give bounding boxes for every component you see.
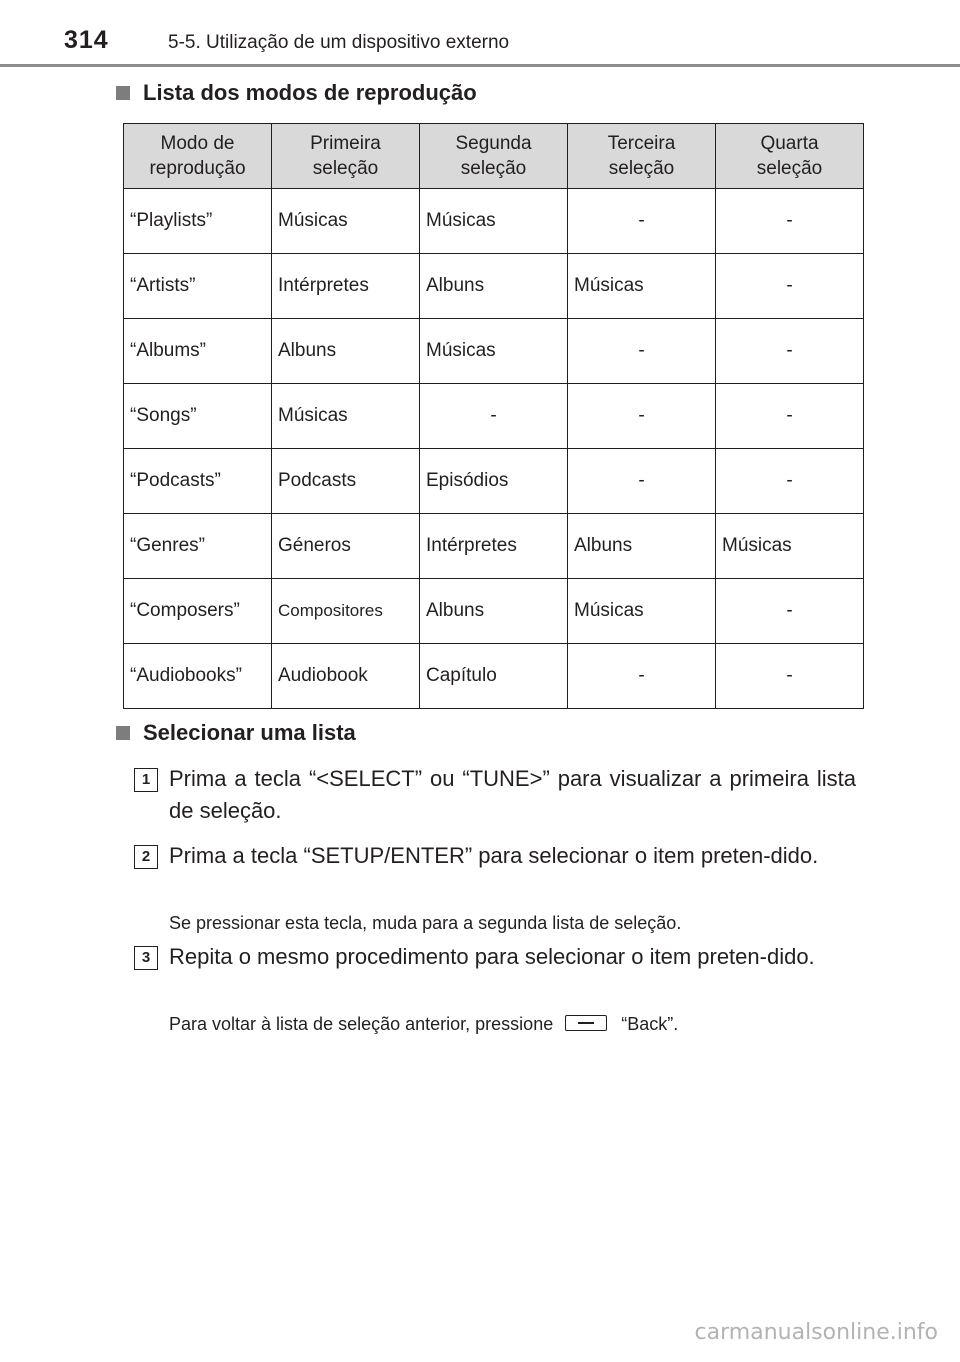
table-cell: - xyxy=(716,384,864,449)
table-cell: Músicas xyxy=(568,254,716,319)
table-cell: “Songs” xyxy=(124,384,272,449)
table-cell: “Genres” xyxy=(124,514,272,579)
table-cell: “Composers” xyxy=(124,579,272,644)
column-header: Modo de reprodução xyxy=(124,124,272,189)
table-cell: “Artists” xyxy=(124,254,272,319)
back-key-icon xyxy=(565,1015,607,1031)
table-cell: Músicas xyxy=(272,384,420,449)
table-row xyxy=(124,319,864,384)
column-header: Primeira seleção xyxy=(272,124,420,189)
table-cell: Albuns xyxy=(568,514,716,579)
table-cell: Albuns xyxy=(420,579,568,644)
step-text: Repita o mesmo procedimento para selecionar o item preten-dido. xyxy=(169,944,815,969)
table-row xyxy=(124,579,864,644)
table-cell: Podcasts xyxy=(272,449,420,514)
table-cell: Músicas xyxy=(272,189,420,254)
table-row xyxy=(124,449,864,514)
table-header-row xyxy=(124,124,864,189)
table-cell: Audiobook xyxy=(272,644,420,709)
table-cell: - xyxy=(568,319,716,384)
table-row xyxy=(124,644,864,709)
table-cell: “Podcasts” xyxy=(124,449,272,514)
table-cell: “Albums” xyxy=(124,319,272,384)
note-text: Para voltar à lista de seleção anterior, pressione xyxy=(169,1014,554,1034)
step-text: Prima a tecla “<SELECT” ou “TUNE>” para visualizar a primeira lista de seleção. xyxy=(169,766,856,823)
table-cell: - xyxy=(568,449,716,514)
table-cell: Músicas xyxy=(420,189,568,254)
table-cell: - xyxy=(716,644,864,709)
table-cell: Episódios xyxy=(420,449,568,514)
step-number-badge: 1 xyxy=(134,768,158,792)
playback-modes-table xyxy=(123,123,864,709)
step-note xyxy=(169,1012,678,1036)
table-cell: Albuns xyxy=(272,319,420,384)
column-header: Quarta seleção xyxy=(716,124,864,189)
page-number: 314 xyxy=(64,26,109,54)
square-bullet-icon xyxy=(116,726,130,740)
column-header: Terceira seleção xyxy=(568,124,716,189)
step-note: Se pressionar esta tecla, muda para a segunda lista de seleção. xyxy=(169,913,682,933)
table-row xyxy=(124,384,864,449)
step-number-badge: 2 xyxy=(134,845,158,869)
table-cell: Compositores xyxy=(272,579,420,644)
table-cell: “Playlists” xyxy=(124,189,272,254)
note-text: “Back”. xyxy=(621,1014,679,1034)
watermark: carmanualsonline.info xyxy=(694,1320,938,1345)
table-cell: Músicas xyxy=(420,319,568,384)
table-cell: Albuns xyxy=(420,254,568,319)
step-number-badge: 3 xyxy=(134,946,158,970)
table-cell: - xyxy=(716,579,864,644)
table-cell: Músicas xyxy=(716,514,864,579)
section-heading-text: Lista dos modos de reprodução xyxy=(143,80,477,105)
table-cell: Géneros xyxy=(272,514,420,579)
table-row xyxy=(124,254,864,319)
chapter-title: 5-5. Utilização de um dispositivo externo xyxy=(168,32,510,53)
table-cell: - xyxy=(568,189,716,254)
section-heading-text: Selecionar uma lista xyxy=(143,720,356,745)
step-text: Prima a tecla “SETUP/ENTER” para selecionar o item preten-dido. xyxy=(169,843,819,868)
table-cell: Intérpretes xyxy=(420,514,568,579)
header-divider xyxy=(0,64,960,67)
table-cell: Intérpretes xyxy=(272,254,420,319)
table-cell: - xyxy=(716,189,864,254)
table-cell: - xyxy=(716,449,864,514)
table-cell: - xyxy=(568,644,716,709)
table-cell: - xyxy=(716,319,864,384)
table-row xyxy=(124,189,864,254)
section-heading-playback-modes xyxy=(116,80,477,106)
table-cell: “Audiobooks” xyxy=(124,644,272,709)
column-header: Segunda seleção xyxy=(420,124,568,189)
section-heading-select-list xyxy=(116,720,356,746)
table-cell: - xyxy=(420,384,568,449)
table-cell: Músicas xyxy=(568,579,716,644)
table-cell: - xyxy=(568,384,716,449)
table-cell: - xyxy=(716,254,864,319)
square-bullet-icon xyxy=(116,86,130,100)
table-cell: Capítulo xyxy=(420,644,568,709)
table-row xyxy=(124,514,864,579)
